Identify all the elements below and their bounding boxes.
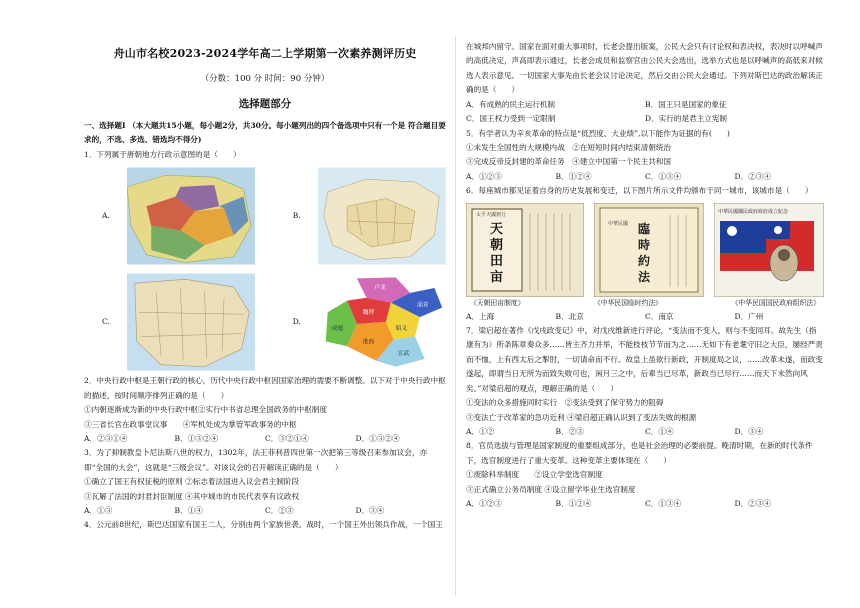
question-7: 7．梁启超在著作《戊戌政变记》中，对戊戌维新进行评论，“变法而不变人，则与不变同耳。故先生（指康有为）所条陈章奏众多……皆主齐力并举，不能枝枝节节而为之……无如下有老耄守旧之大臣，屡经严责而不恤，上有西太后之掣肘，一切请命而不行。故皇上虽欲行新政，开制度局之议，……改革未遂，而政变遂起，即谓当日无所为而致失败可也，闲月三之中，后辈当已尽革，新政当已尽行……而天下未然向风矣。”对梁启超的观点，理解正确的是（ ） <box>466 325 823 393</box>
option: D．广州 <box>734 311 764 321</box>
question-8: 8．官员选拔与管理是国家制度的重要组成部分，也是社会治理的必要前提。晚清时期，在新的时代条件下，选官制度进行了重大变革。这种变革主要体现在（ ） <box>466 441 813 465</box>
svg-text:法: 法 <box>638 269 651 284</box>
left-column <box>84 0 446 533</box>
doc-image-2 <box>594 203 704 297</box>
doc-image-1 <box>466 203 584 297</box>
option: A．①②③ <box>466 499 502 509</box>
q8-statement-2: ③正式确立公务员制度 ④设立留学毕业生选官制度 <box>466 484 636 494</box>
caption: 《中华民国临时约法》 <box>594 298 662 307</box>
option: B．①④ <box>174 506 203 516</box>
q3-statement-1: ①确立了国王有权征税的原则 ②标志着法国进入议会君主制阶段 <box>84 477 300 487</box>
map-d-label: 魏博 <box>362 310 375 317</box>
map-d-label: 宣武 <box>397 351 410 358</box>
q1-maps-row-2 <box>84 270 446 374</box>
caption: 《中华民国国民政府组织法》 <box>731 298 820 307</box>
svg-text:天: 天 <box>490 221 504 237</box>
svg-text:約: 約 <box>638 253 651 268</box>
q6-document-images <box>466 203 824 297</box>
svg-text:時: 時 <box>638 237 651 252</box>
question-3: 3．为了抑制教皇卜尼法斯八世的权力，1302年，法王菲利普四世第一次把第三等级召来参加议会，亦即“全国的大会”，这就是“三级会议”。对该议会的召开解读正确的是（ ） <box>84 448 428 472</box>
q5-statement-2: ③完成反帝反封建的革命任务 ④建立中国第一个民主共和国 <box>466 157 672 167</box>
option: C．③②①④ <box>265 433 309 443</box>
q5-options <box>466 170 824 184</box>
option: C．①④ <box>645 426 674 436</box>
q2-options <box>84 432 446 446</box>
option: A．①②③ <box>466 171 502 181</box>
q6-captions <box>466 297 824 310</box>
doc1-header: 太平天國頒行 <box>476 211 507 218</box>
option: C．①③④ <box>645 171 682 181</box>
doc-image-3 <box>714 203 824 297</box>
option: B．①③②④ <box>174 433 219 443</box>
svg-text:臨: 臨 <box>638 221 651 236</box>
option: B．①②④ <box>555 499 592 509</box>
section-heading: 选择题部分 <box>238 98 292 111</box>
question-5: 5．有学者认为辛亥革命的特点是“低烈度、大业绩”,以下能作为证据的有( ) <box>466 128 730 138</box>
option: A．①② <box>466 426 495 436</box>
option: D．②③④ <box>734 499 771 509</box>
question-4-continued: 在城邦内留守。国家在面对重大事项时，长老会提出版案，公民大会只有讨论权和表决权，表决时以呼喊声的高低决定，声高即表示通过，长老会成员和监察官由公民大会选出，选举方式也是以呼喊声的高低来对候选人表示意见。一切国家大事先由长老会议讨论决定，然后交由公民大会通过。下列对斯巴达的政治解读正确的是（ ） <box>466 42 823 95</box>
map-d-label: 卢龙 <box>374 285 386 292</box>
option: B．①②④ <box>555 171 592 181</box>
svg-text:亩: 亩 <box>490 269 504 285</box>
doc2-side: 中華民國 <box>608 220 629 227</box>
option: C．南京 <box>645 311 674 321</box>
option-label-c: C. <box>102 317 110 327</box>
option: D．③④ <box>734 426 764 436</box>
option: C．国王权力受到一定限制 <box>466 114 556 124</box>
map-c <box>127 272 255 372</box>
option: B．北京 <box>555 311 584 321</box>
map-d-label: 成德 <box>331 325 344 332</box>
option: D．实行的是君主立宪制 <box>645 114 728 124</box>
option: A．有成熟的民主运行机制 <box>466 99 556 109</box>
q7-statement-2: ③变法亡于改革家的急功近利 ④梁启超正确认识到了变法失败的根源 <box>466 412 697 422</box>
question-6: 6．每座城市都见证着自身的历史发展和变迁，以下图片所示文件均颁布于同一城市，该城市是（ ） <box>466 186 813 196</box>
option: A．②③①④ <box>84 433 128 443</box>
option: C．②③ <box>265 506 294 516</box>
q5-statement-1: ①未发生全国性的大规模内战 ②在短短时间内结束清朝统治 <box>466 142 672 152</box>
caption: 《天朝田亩制度》 <box>470 298 525 307</box>
section-instructions: 一、选择题Ⅰ （本大题共15小题，每小题2分，共30分。每小题列出的四个备选项中只有一个是 符合题目要求的，不选、多选、错选均不得分) <box>84 120 446 145</box>
right-column <box>466 40 824 511</box>
column-divider <box>455 36 456 596</box>
q6-options <box>466 310 824 324</box>
q4-options-row-2 <box>466 112 824 126</box>
q2-statement-1: ①内朝逐渐成为新的中央行政中枢②实行中书省总理全国政务的中枢制度 <box>84 405 327 415</box>
q7-options <box>466 425 824 439</box>
q3-statement-2: ③瓦解了法国的封君封臣制度 ④其中城市的市民代表享有议政权 <box>84 491 300 501</box>
q7-statement-1: ①变法的众多措施同时实行 ②变法受到了保守势力的阻碍 <box>466 398 664 408</box>
map-b <box>318 166 446 266</box>
q4-options-row-1 <box>466 98 824 112</box>
doc3-header: 中華民國國民政府政府成立紀念 <box>718 208 789 215</box>
option-label-a: A. <box>102 211 110 221</box>
option: D．③④ <box>355 506 385 516</box>
q3-options <box>84 504 446 518</box>
question-4: 4．公元前8世纪，斯巴达国家有国王二人，分别由两个家族世袭。战时，一个国王外出领兵作战，一个国王 <box>84 520 443 530</box>
map-a <box>127 166 255 266</box>
svg-text:朝: 朝 <box>490 237 504 253</box>
option: B．国王只是国家的象征 <box>645 99 727 109</box>
map-d <box>318 272 446 372</box>
question-2: 2．中央行政中枢是王朝行政的核心，历代中央行政中枢因国家治理的需要不断调整。以下对于中央行政中枢的描述，按时间顺序排列正确的是（ ） <box>84 376 446 400</box>
option: A．上海 <box>466 311 495 321</box>
map-d-label: 淄青 <box>416 302 429 309</box>
map-d-label: 昭义 <box>395 325 408 332</box>
page-title: 舟山市名校2023-2024学年高二上学期第一次素养测评历史 <box>113 47 417 60</box>
option: D．②③④ <box>734 171 771 181</box>
option: D．①③②④ <box>355 433 400 443</box>
map-d-label: 淮西 <box>362 339 375 346</box>
q8-statement-1: ①废除科举制度 ②设立学堂选官制度 <box>466 470 603 480</box>
q2-statement-2: ③三省长官在政事堂议事 ④军机处成为掌管军政事务的中枢 <box>84 419 297 429</box>
option-label-b: B. <box>292 211 301 221</box>
option-label-d: D. <box>292 317 301 327</box>
option: C．①③④ <box>645 499 682 509</box>
option: B．②③ <box>555 426 584 436</box>
svg-text:田: 田 <box>490 253 504 269</box>
q8-options <box>466 497 824 511</box>
question-1: 1．下列属于唐朝地方行政示意图的是（ ） <box>84 149 241 159</box>
option: A．①③ <box>84 506 113 516</box>
exam-info: （分数：100 分 时间：90 分钟） <box>200 73 330 84</box>
q1-maps-row-1 <box>84 164 446 268</box>
